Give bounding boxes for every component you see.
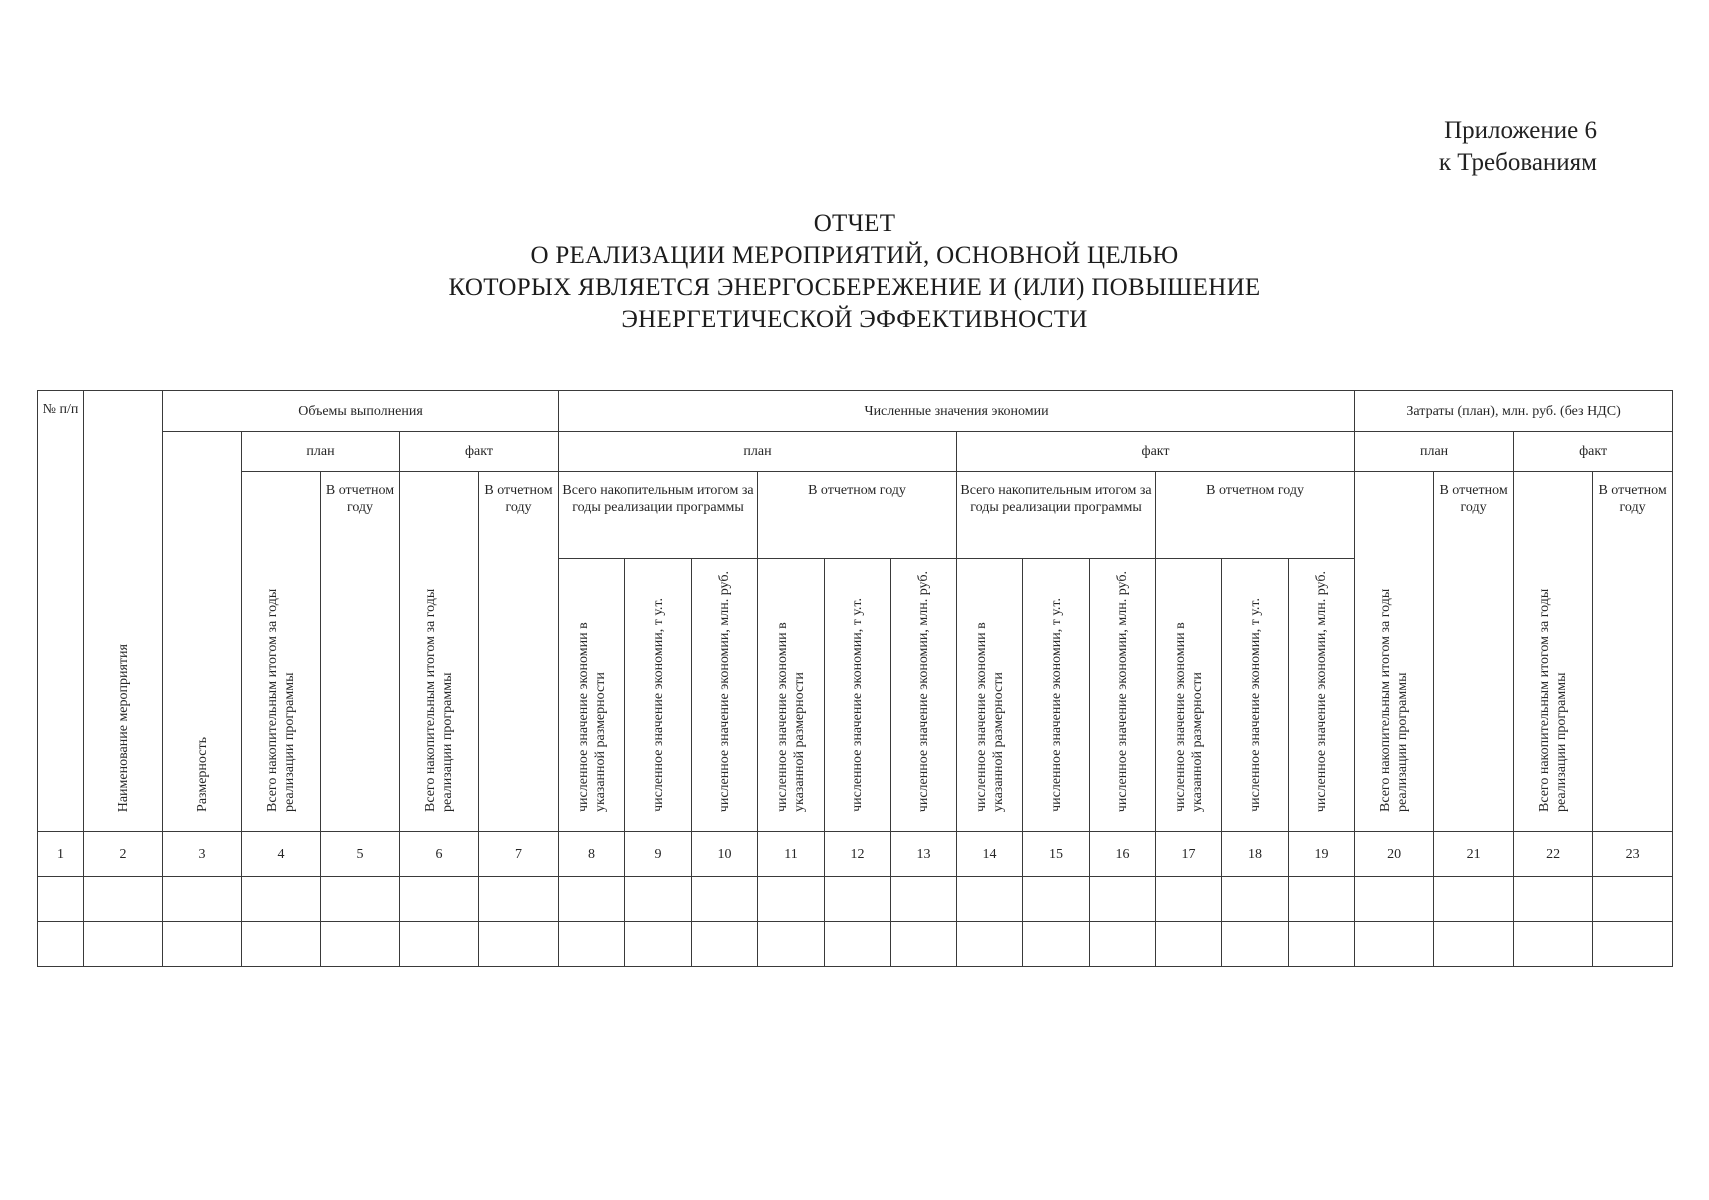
savings-fact: факт	[957, 432, 1355, 472]
table-cell	[825, 877, 891, 922]
table-cell	[758, 922, 825, 967]
col-num-5: 5	[321, 832, 400, 877]
table-cell	[242, 877, 321, 922]
table-cell	[625, 877, 692, 922]
col-num-11: 11	[758, 832, 825, 877]
savings-plan-year: В отчетном году	[758, 472, 957, 559]
col-num-10: 10	[692, 832, 758, 877]
header-volumes: Объемы выполнения	[163, 391, 559, 432]
report-table	[37, 390, 1673, 967]
header-row-2	[38, 432, 1673, 472]
table-cell	[825, 922, 891, 967]
table-cell	[1156, 877, 1222, 922]
appendix-note	[1439, 115, 1597, 179]
col-num-21: 21	[1434, 832, 1514, 877]
table-cell	[400, 877, 479, 922]
volumes-fact-cumulative: Всего накопительным итогом за годы реализации программы	[400, 472, 479, 832]
col-num-9: 9	[625, 832, 692, 877]
table-cell	[479, 922, 559, 967]
col-num-6: 6	[400, 832, 479, 877]
header-num: № п/п	[38, 391, 84, 832]
table-cell	[242, 922, 321, 967]
table-cell	[479, 877, 559, 922]
col-num-2: 2	[84, 832, 163, 877]
table-cell	[1593, 922, 1673, 967]
table-cell	[625, 922, 692, 967]
table-cell	[1156, 922, 1222, 967]
table-row-empty-1	[38, 877, 1673, 922]
sub-unit-11: численное значение экономии в указанной размерности	[758, 559, 825, 832]
sub-unit-14: численное значение экономии в указанной размерности	[957, 559, 1023, 832]
sub-rub-19: численное значение экономии, млн. руб.	[1289, 559, 1355, 832]
volumes-fact-year: В отчетном году	[479, 472, 559, 832]
col-num-1: 1	[38, 832, 84, 877]
volumes-fact: факт	[400, 432, 559, 472]
table-cell	[1222, 877, 1289, 922]
savings-fact-cumulative: Всего накопительным итогом за годы реализации программы	[957, 472, 1156, 559]
header-costs: Затраты (план), млн. руб. (без НДС)	[1355, 391, 1673, 432]
table-cell	[758, 877, 825, 922]
table-cell	[891, 877, 957, 922]
sub-tut-12: численное значение экономии, т у.т.	[825, 559, 891, 832]
table-cell	[84, 877, 163, 922]
col-num-14: 14	[957, 832, 1023, 877]
table-cell	[1289, 922, 1355, 967]
table-cell	[1222, 922, 1289, 967]
table-cell	[692, 877, 758, 922]
table-cell	[1289, 877, 1355, 922]
col-num-16: 16	[1090, 832, 1156, 877]
col-num-8: 8	[559, 832, 625, 877]
volumes-plan-cumulative: Всего накопительным итогом за годы реализации программы	[242, 472, 321, 832]
sub-rub-10: численное значение экономии, млн. руб.	[692, 559, 758, 832]
col-num-23: 23	[1593, 832, 1673, 877]
costs-plan-year: В отчетном году	[1434, 472, 1514, 832]
volumes-plan-year: В отчетном году	[321, 472, 400, 832]
col-num-17: 17	[1156, 832, 1222, 877]
col-num-22: 22	[1514, 832, 1593, 877]
table-row-empty-2	[38, 922, 1673, 967]
sub-tut-9: численное значение экономии, т у.т.	[625, 559, 692, 832]
table-cell	[163, 922, 242, 967]
costs-fact: факт	[1514, 432, 1673, 472]
report-title	[0, 208, 1709, 336]
table-cell	[1434, 922, 1514, 967]
table-cell	[1090, 877, 1156, 922]
appendix-line-1: Приложение 6	[1444, 117, 1597, 144]
table-cell	[400, 922, 479, 967]
table-cell	[891, 922, 957, 967]
table-cell	[1355, 922, 1434, 967]
table-cell	[1593, 877, 1673, 922]
table-cell	[1514, 877, 1593, 922]
sub-tut-18: численное значение экономии, т у.т.	[1222, 559, 1289, 832]
table-cell	[957, 922, 1023, 967]
table-cell	[559, 922, 625, 967]
savings-plan: план	[559, 432, 957, 472]
col-num-3: 3	[163, 832, 242, 877]
appendix-line-2: к Требованиям	[1438, 149, 1597, 176]
header-row-1	[38, 391, 1673, 432]
sub-rub-13: численное значение экономии, млн. руб.	[891, 559, 957, 832]
header-row-3	[38, 472, 1673, 559]
table-cell	[1090, 922, 1156, 967]
table-cell	[321, 922, 400, 967]
col-num-7: 7	[479, 832, 559, 877]
costs-fact-cumulative: Всего накопительным итогом за годы реализации программы	[1514, 472, 1593, 832]
costs-plan: план	[1355, 432, 1514, 472]
title-line-1: ОТЧЕТ	[813, 210, 896, 237]
table-cell	[38, 877, 84, 922]
sub-unit-17: численное значение экономии в указанной размерности	[1156, 559, 1222, 832]
table-cell	[1355, 877, 1434, 922]
costs-fact-year: В отчетном году	[1593, 472, 1673, 832]
title-line-3: КОТОРЫХ ЯВЛЯЕТСЯ ЭНЕРГОСБЕРЕЖЕНИЕ И (ИЛИ) ПОВЫШЕНИЕ	[448, 274, 1261, 301]
table-cell	[1023, 922, 1090, 967]
col-num-13: 13	[891, 832, 957, 877]
sub-unit-8: численное значение экономии в указанной размерности	[559, 559, 625, 832]
savings-fact-year: В отчетном году	[1156, 472, 1355, 559]
table-cell	[559, 877, 625, 922]
col-num-19: 19	[1289, 832, 1355, 877]
table-cell	[163, 877, 242, 922]
title-line-2: О РЕАЛИЗАЦИИ МЕРОПРИЯТИЙ, ОСНОВНОЙ ЦЕЛЬЮ	[530, 242, 1179, 269]
table-cell	[1023, 877, 1090, 922]
col-num-20: 20	[1355, 832, 1434, 877]
volumes-plan: план	[242, 432, 400, 472]
header-savings: Численные значения экономии	[559, 391, 1355, 432]
table-cell	[38, 922, 84, 967]
sub-tut-15: численное значение экономии, т у.т.	[1023, 559, 1090, 832]
header-unit: Размерность	[163, 432, 242, 832]
table-cell	[692, 922, 758, 967]
header-name: Наименование мероприятия	[84, 391, 163, 832]
table-cell	[1434, 877, 1514, 922]
col-num-15: 15	[1023, 832, 1090, 877]
table-cell	[321, 877, 400, 922]
col-num-4: 4	[242, 832, 321, 877]
table-cell	[957, 877, 1023, 922]
savings-plan-cumulative: Всего накопительным итогом за годы реализации программы	[559, 472, 758, 559]
col-num-12: 12	[825, 832, 891, 877]
column-number-row	[38, 832, 1673, 877]
table-cell	[84, 922, 163, 967]
costs-plan-cumulative: Всего накопительным итогом за годы реализации программы	[1355, 472, 1434, 832]
col-num-18: 18	[1222, 832, 1289, 877]
sub-rub-16: численное значение экономии, млн. руб.	[1090, 559, 1156, 832]
table-cell	[1514, 922, 1593, 967]
title-line-4: ЭНЕРГЕТИЧЕСКОЙ ЭФФЕКТИВНОСТИ	[621, 306, 1088, 333]
